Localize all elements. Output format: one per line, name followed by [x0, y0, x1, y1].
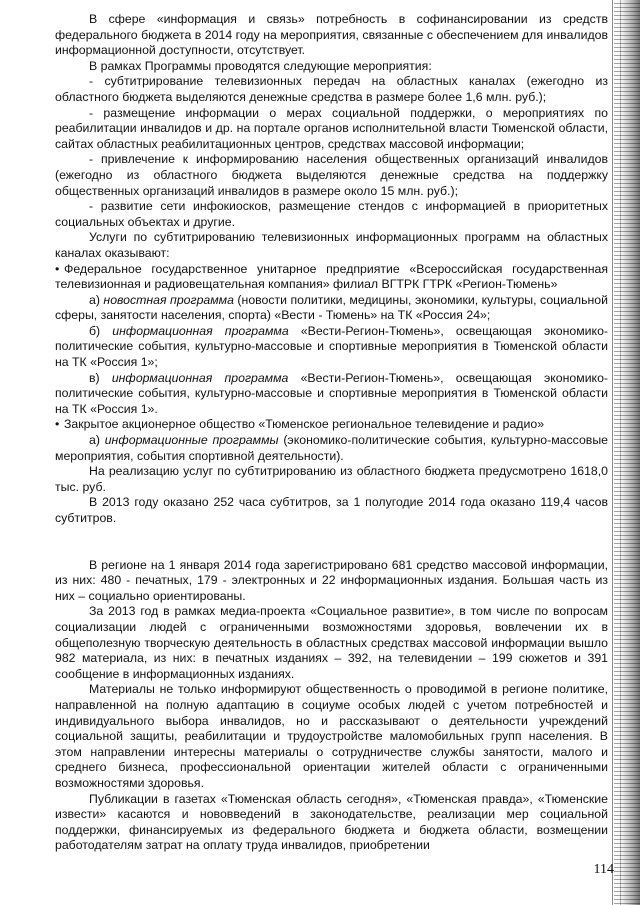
bullet-text: Закрытое акционерное общество «Тюменское региональное телевидение и радио» — [64, 417, 545, 432]
bullet-item — [55, 417, 608, 433]
program-item — [55, 293, 608, 324]
scan-artifact-line — [612, 0, 613, 905]
paragraph: Материалы не только информируют общественность о проводимой в регионе политике, направленной на полную адаптацию в социуме особых людей с учетом потребностей и индивидуального выбора инвалидов, но и рассказывают о деятельности учреждений социальной защиты, реабилитации и трудоустройстве маломобильных групп населения. В этом направлении интересны материалы о сотрудничестве службы занятости, малого и среднего бизнеса, профессиональной ориентации жителей области с ограниченными возможностями здоровья. — [55, 682, 608, 790]
paragraph: За 2013 год в рамках медиа-проекта «Социальное развитие», в том числе по вопросам социализации людей с ограниченными возможностями здоровья, вовлечении их в общеполезную творческую деятельность в областных средствах массовой информации вышло 982 материала, из них: в печатных изданиях – 392, на телевидении – 199 сюжетов и 391 сообщение в информационных изданиях. — [55, 604, 608, 681]
paragraph: В регионе на 1 января 2014 года зарегистрировано 681 средство массовой информации, из них: 480 - печатных, 179 - электронных и 22 информационных издания. Большая часть из них – социально ориентированы. — [55, 557, 608, 603]
paragraph: В рамках Программы проводятся следующие мероприятия: — [89, 58, 432, 73]
list-item: - размещение информации о мерах социальной поддержки, о мероприятиях по реабилитации инвалидов и др. на портале органов исполнительной власти Тюменской области, сайтах областных реабилитационных центров, средствах массовой информации; — [55, 105, 608, 151]
program-type: новостная программа — [103, 292, 234, 307]
program-item — [55, 324, 608, 371]
bullet-icon: • — [55, 417, 60, 432]
program-type: информационные программы — [104, 433, 279, 448]
paragraph: Услуги по субтитрированию телевизионных информационных программ на областных каналах оказывают: — [55, 230, 608, 260]
scan-artifact-line — [620, 0, 621, 905]
page-number: 114 — [593, 862, 614, 877]
program-description: (экономико-политические события, культурно-массовые мероприятия, события спортивной деятельности). — [55, 433, 609, 463]
paragraph: Публикации в газетах «Тюменская область сегодня», «Тюменская правда», «Тюменские извести» касаются и нововведений в законодательстве, реализации мер социальной поддержки, финансируемых из федерального бюджета и бюджета области, возмещении работодателям затрат на оплату труда инвалидов, приобретении — [55, 791, 608, 853]
item-prefix: б) — [89, 323, 113, 338]
program-item — [55, 371, 608, 418]
program-description: (новости политики, медицины, экономики, культуры, социальной сферы, занятости населения, спорта) «Вести - Тюмень» на ТК «Россия 24»; — [55, 292, 608, 323]
program-type: информационная программа — [112, 323, 289, 338]
list-item: - развитие сети инфокиосков, размещение стендов с информацией в приоритетных социальных объектах и другие. — [55, 199, 608, 229]
bullet-text: Федеральное государственное унитарное предприятие «Всероссийская государственная телевизионная и радиовещательная компания» филиал ВГТРК ГТРК «Регион-Тюмень» — [55, 261, 608, 292]
paragraph: В 2013 году оказано 252 часа субтитров, за 1 полугодие 2014 года оказано 119,4 часов субтитров. — [55, 495, 608, 525]
scan-edge-shadow — [614, 0, 640, 905]
bullet-item — [55, 262, 608, 293]
program-description: «Вести-Регион-Тюмень», освещающая экономико-политические события, культурно-массовые и спортивные мероприятия в Тюменской области на ТК «Россия 1». — [55, 370, 609, 416]
bullet-icon: • — [55, 261, 60, 276]
program-type: информационная программа — [111, 370, 289, 385]
item-prefix: а) — [89, 433, 105, 448]
program-description: «Вести-Регион-Тюмень», освещающая экономико-политические события, культурно-массовые и спортивные мероприятия в Тюменской области на ТК «Россия 1»; — [55, 323, 608, 370]
item-prefix: в) — [89, 370, 112, 385]
item-prefix: а) — [89, 292, 104, 307]
paragraph: В сфере «информация и связь» потребность в софинансировании из средств федерального бюджета в 2014 году на мероприятия, связанные с обеспечением для инвалидов информационной доступности, отсутствует. — [55, 12, 608, 58]
list-item: - привлечение к информированию населения общественных организаций инвалидов (ежегодно из областного бюджета выделяются денежные средства на поддержку общественных организаций инвалидов в размере около 15 млн. руб.); — [55, 152, 608, 198]
paragraph: На реализацию услуг по субтитрированию из областного бюджета предусмотрено 1618,0 тыс. руб. — [55, 464, 608, 494]
document-page — [55, 12, 608, 854]
list-item: - субтитрирование телевизионных передач на областных каналах (ежегодно из областного бюджета выделяются денежные средства в размере более 1,6 млн. руб.); — [55, 74, 608, 104]
program-item — [55, 433, 608, 464]
